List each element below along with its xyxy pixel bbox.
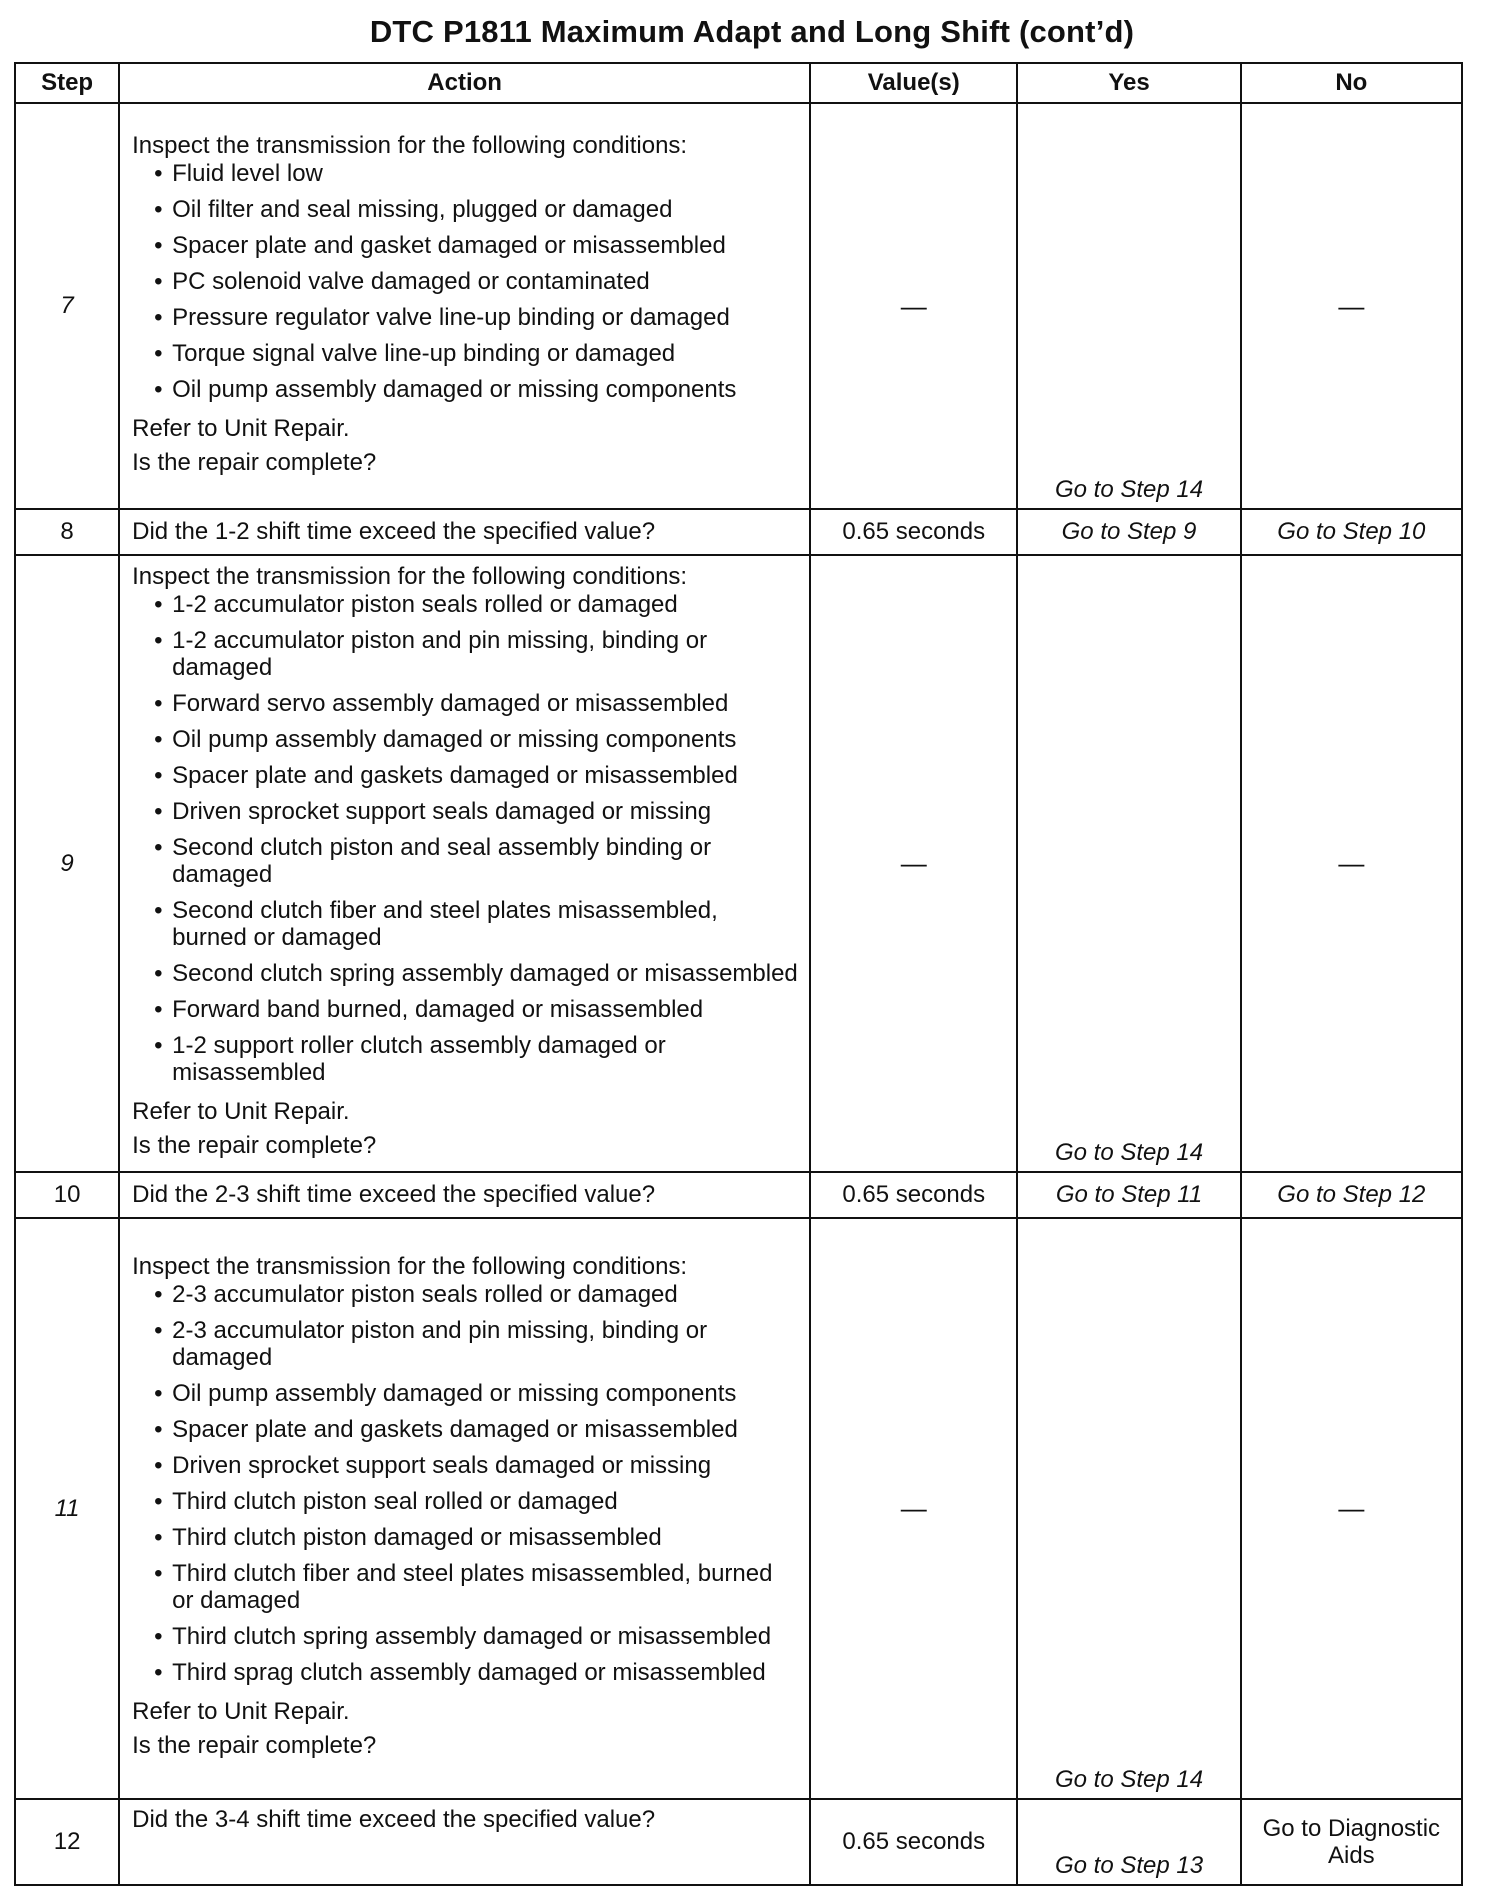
header-yes: Yes <box>1017 63 1240 103</box>
value-cell: 0.65 seconds <box>810 509 1017 555</box>
no-cell: Go to Step 12 <box>1241 1172 1462 1218</box>
question-text: Is the repair complete? <box>132 1132 377 1159</box>
condition-item: • Spacer plate and gasket damaged or misassembled <box>132 232 799 259</box>
action-cell: Did the 2-3 shift time exceed the specified value? <box>119 1172 810 1218</box>
table-row <box>15 1218 1462 1799</box>
condition-item: • Pressure regulator valve line-up binding or damaged <box>132 304 799 331</box>
no-cell: — <box>1241 555 1462 1172</box>
step-number: 12 <box>15 1799 119 1885</box>
action-lead: Inspect the transmission for the following conditions: <box>132 563 688 590</box>
no-cell: — <box>1241 103 1462 509</box>
condition-item: • Spacer plate and gaskets damaged or misassembled <box>132 762 799 789</box>
value-cell: — <box>810 555 1017 1172</box>
condition-item: • Torque signal valve line-up binding or damaged <box>132 340 799 367</box>
condition-item: • Oil pump assembly damaged or missing components <box>132 1380 799 1407</box>
condition-list <box>132 591 799 1086</box>
header-value: Value(s) <box>810 63 1017 103</box>
refer-text: Refer to Unit Repair. <box>132 1698 350 1725</box>
step-number: 10 <box>15 1172 119 1218</box>
yes-cell: Go to Step 11 <box>1017 1172 1240 1218</box>
condition-item: • Second clutch fiber and steel plates misassembled, burned or damaged <box>132 897 799 951</box>
yes-cell: Go to Step 14 <box>1017 1218 1240 1799</box>
step-number: 8 <box>15 509 119 555</box>
table-row <box>15 509 1462 555</box>
action-cell: Did the 3-4 shift time exceed the specified value? <box>119 1799 810 1885</box>
step-number: 7 <box>15 103 119 509</box>
value-cell: — <box>810 103 1017 509</box>
action-lead: Inspect the transmission for the following conditions: <box>132 1253 688 1280</box>
step-number: 9 <box>15 555 119 1172</box>
condition-item: • 1-2 support roller clutch assembly damaged or misassembled <box>132 1032 799 1086</box>
header-action: Action <box>119 63 810 103</box>
yes-cell: Go to Step 13 <box>1017 1799 1240 1885</box>
no-cell: Go to Diagnostic Aids <box>1241 1799 1462 1885</box>
yes-cell: Go to Step 9 <box>1017 509 1240 555</box>
table-row <box>15 1799 1462 1885</box>
table-row <box>15 1172 1462 1218</box>
condition-list <box>132 160 799 403</box>
condition-item: • Driven sprocket support seals damaged or missing <box>132 798 799 825</box>
action-cell <box>119 1218 810 1799</box>
table-row <box>15 555 1462 1172</box>
condition-item: • Second clutch piston and seal assembly binding or damaged <box>132 834 799 888</box>
action-lead: Inspect the transmission for the following conditions: <box>132 131 688 159</box>
value-cell: 0.65 seconds <box>810 1799 1017 1885</box>
condition-item: • Driven sprocket support seals damaged or missing <box>132 1452 799 1479</box>
condition-item: • Third clutch fiber and steel plates misassembled, burned or damaged <box>132 1560 799 1614</box>
value-cell: 0.65 seconds <box>810 1172 1017 1218</box>
value-cell: — <box>810 1218 1017 1799</box>
question-text: Is the repair complete? <box>132 448 377 476</box>
action-cell: Did the 1-2 shift time exceed the specified value? <box>119 509 810 555</box>
condition-item: • Spacer plate and gaskets damaged or misassembled <box>132 1416 799 1443</box>
condition-item: • 1-2 accumulator piston seals rolled or damaged <box>132 591 799 618</box>
table-row <box>15 103 1462 509</box>
condition-item: • Forward servo assembly damaged or misassembled <box>132 690 799 717</box>
condition-item: • 1-2 accumulator piston and pin missing, binding or damaged <box>132 627 799 681</box>
condition-item: • Third sprag clutch assembly damaged or misassembled <box>132 1659 799 1686</box>
header-step: Step <box>15 63 119 103</box>
refer-text: Refer to Unit Repair. <box>132 414 350 442</box>
yes-cell: Go to Step 14 <box>1017 555 1240 1172</box>
no-cell: — <box>1241 1218 1462 1799</box>
step-number: 11 <box>15 1218 119 1799</box>
no-cell: Go to Step 10 <box>1241 509 1462 555</box>
condition-item: • Second clutch spring assembly damaged or misassembled <box>132 960 799 987</box>
action-cell <box>119 555 810 1172</box>
condition-item: • Fluid level low <box>132 160 799 187</box>
page-title: DTC P1811 Maximum Adapt and Long Shift (cont’d) <box>369 14 1135 49</box>
condition-item: • 2-3 accumulator piston seals rolled or damaged <box>132 1281 799 1308</box>
yes-cell: Go to Step 14 <box>1017 103 1240 509</box>
condition-item: • Oil filter and seal missing, plugged or damaged <box>132 196 799 223</box>
header-row <box>15 63 1462 103</box>
condition-list <box>132 1281 799 1686</box>
refer-text: Refer to Unit Repair. <box>132 1098 350 1125</box>
condition-item: • PC solenoid valve damaged or contaminated <box>132 268 799 295</box>
action-cell <box>119 103 810 509</box>
condition-item: • Third clutch piston damaged or misassembled <box>132 1524 799 1551</box>
condition-item: • Third clutch piston seal rolled or damaged <box>132 1488 799 1515</box>
condition-item: • Oil pump assembly damaged or missing components <box>132 726 799 753</box>
diagnostic-table <box>14 62 1463 1886</box>
condition-item: • Forward band burned, damaged or misassembled <box>132 996 799 1023</box>
question-text: Is the repair complete? <box>132 1732 377 1759</box>
header-no: No <box>1241 63 1462 103</box>
condition-item: • 2-3 accumulator piston and pin missing, binding or damaged <box>132 1317 799 1371</box>
condition-item: • Oil pump assembly damaged or missing components <box>132 376 799 403</box>
condition-item: • Third clutch spring assembly damaged or misassembled <box>132 1623 799 1650</box>
